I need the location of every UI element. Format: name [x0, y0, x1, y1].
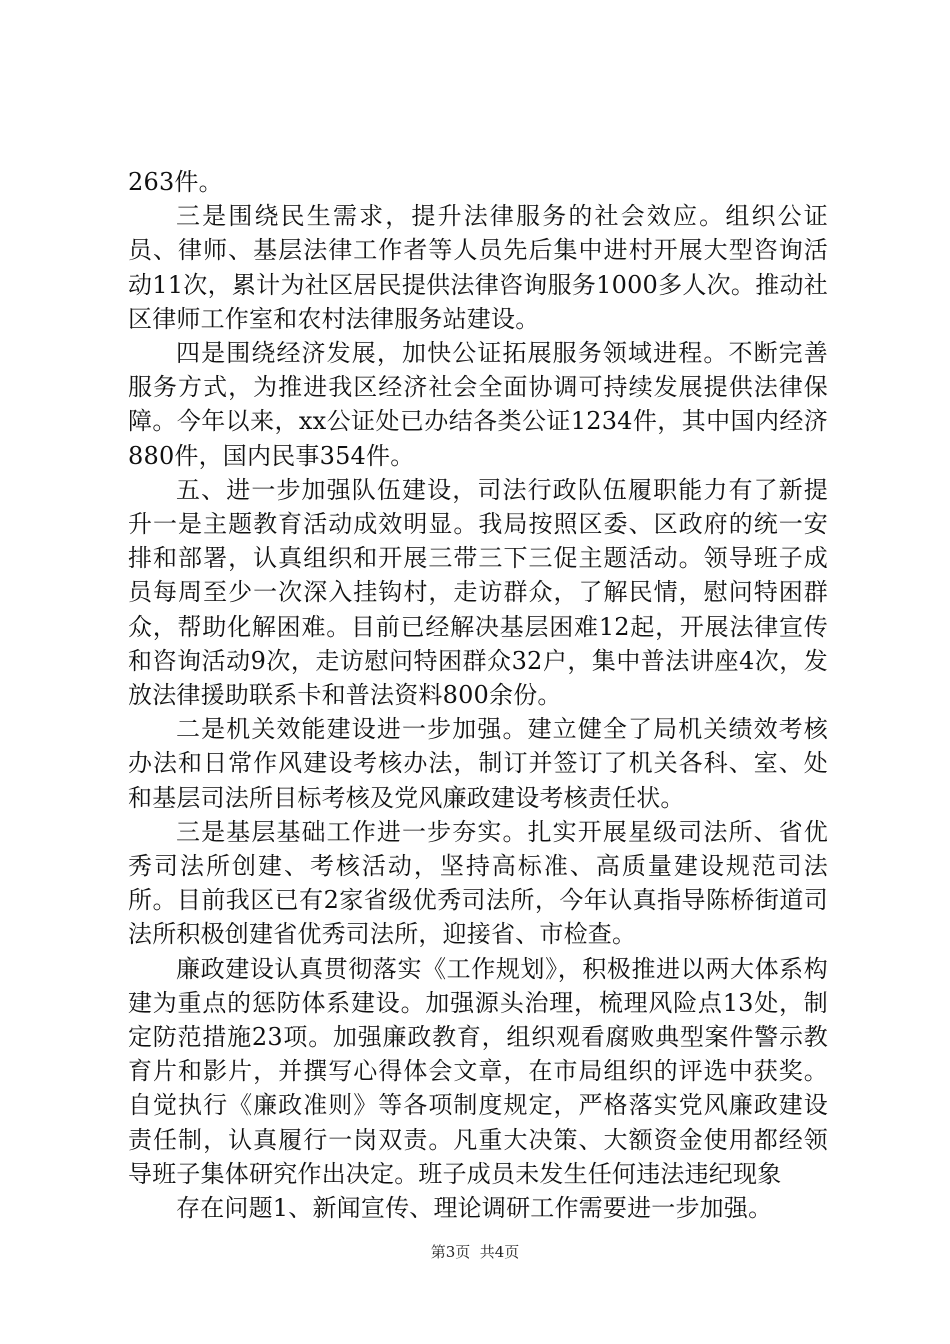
paragraph-2: 三是围绕民生需求，提升法律服务的社会效应。组织公证员、律师、基层法律工作者等人员先后集中进村开展大型咨询活动11次，累计为社区居民提供法律咨询服务1000多人次。推动社区律师工作室和农村法律服务站建设。	[128, 202, 828, 333]
document-body	[128, 165, 828, 1225]
paragraph-4: 五、进一步加强队伍建设，司法行政队伍履职能力有了新提升一是主题教育活动成效明显。我局按照区委、区政府的统一安排和部署，认真组织和开展三带三下三促主题活动。领导班子成员每周至少一次深入挂钩村，走访群众，了解民情，慰问特困群众，帮助化解困难。目前已经解决基层困难12起，开展法律宣传和咨询活动9次，走访慰问特困群众32户，集中普法讲座4次，发放法律援助联系卡和普法资料800余份。	[128, 475, 828, 710]
paragraph-3: 四是围绕经济发展，加快公证拓展服务领域进程。不断完善服务方式，为推进我区经济社会全面协调可持续发展提供法律保障。今年以来，xx公证处已办结各类公证1234件，其中国内经济880件，国内民事354件。	[128, 339, 828, 470]
paragraph-5: 二是机关效能建设进一步加强。建立健全了局机关绩效考核办法和日常作风建设考核办法，制订并签订了机关各科、室、处和基层司法所目标考核及党风廉政建设考核责任状。	[128, 715, 828, 812]
page-footer: 第3页 共4页	[430, 1243, 520, 1261]
paragraph-8: 存在问题1、新闻宣传、理论调研工作需要进一步加强。	[176, 1194, 773, 1223]
paragraph-1: 263件。	[128, 168, 223, 196]
paragraph-6: 三是基层基础工作进一步夯实。扎实开展星级司法所、省优秀司法所创建、考核活动，坚持高标准、高质量建设规范司法所。目前我区已有2家省级优秀司法所，今年认真指导陈桥街道司法所积极创建省优秀司法所，迎接省、市检查。	[128, 817, 828, 949]
paragraph-7: 廉政建设认真贯彻落实《工作规划》，积极推进以两大体系构建为重点的惩防体系建设。加强源头治理，梳理风险点13处，制定防范措施23项。加强廉政教育，组织观看腐败典型案件警示教育片和影片，并撰写心得体会文章，在市局组织的评选中获奖。自觉执行《廉政准则》等各项制度规定，严格落实党风廉政建设责任制，认真履行一岗双责。凡重大决策、大额资金使用都经领导班子集体研究作出决定。班子成员未发生任何违法违纪现象	[128, 954, 828, 1188]
